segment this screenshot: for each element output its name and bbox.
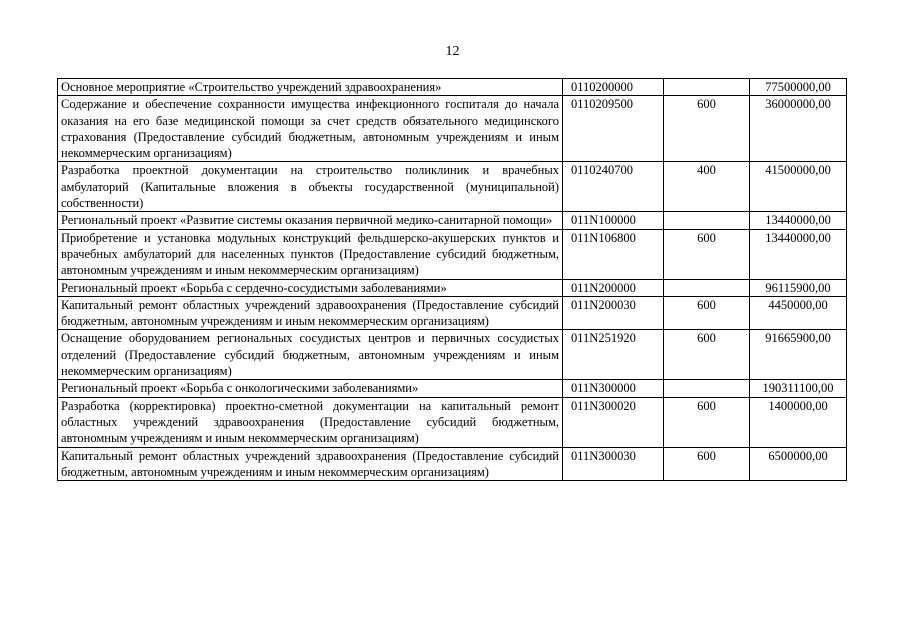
row-description: Капитальный ремонт областных учреждений здравоохранения (Предоставление субсидий бюджетным, автономным учреждениям и иным некоммерческим организациям) — [58, 447, 563, 481]
table-row — [58, 229, 847, 279]
row-description: Содержание и обеспечение сохранности имущества инфекционного госпиталя до начала оказания на его базе медицинской помощи за счет средств обязательного медицинского страхования (Предоставление субсидий бюджетным, автономным учреждениям и иным некоммерческим организациям) — [58, 96, 563, 162]
page-number: 12 — [445, 44, 460, 59]
table-row — [58, 296, 847, 330]
table-row — [58, 397, 847, 447]
row-code: 011N300030 — [563, 447, 664, 481]
table-row — [58, 380, 847, 397]
row-description: Региональный проект «Борьба с онкологическими заболеваниями» — [58, 380, 563, 397]
row-expense-type: 400 — [664, 162, 750, 212]
table-row — [58, 212, 847, 229]
row-code: 011N200030 — [563, 296, 664, 330]
row-description: Региональный проект «Развитие системы оказания первичной медико-санитарной помощи» — [58, 212, 563, 229]
row-code: 011N300020 — [563, 397, 664, 447]
row-amount: 6500000,00 — [750, 447, 847, 481]
table-row — [58, 279, 847, 296]
table-row — [58, 162, 847, 212]
row-expense-type: 600 — [664, 296, 750, 330]
row-code: 011N106800 — [563, 229, 664, 279]
row-expense-type: 600 — [664, 447, 750, 481]
row-amount: 190311100,00 — [750, 380, 847, 397]
table-row — [58, 79, 847, 96]
row-amount: 91665900,00 — [750, 330, 847, 380]
row-description: Капитальный ремонт областных учреждений здравоохранения (Предоставление субсидий бюджетным, автономным учреждениям и иным некоммерческим организациям) — [58, 296, 563, 330]
row-expense-type — [664, 279, 750, 296]
row-description: Разработка проектной документации на строительство поликлиник и врачебных амбулаторий (Капитальные вложения в объекты государственной (муниципальной) собственности) — [58, 162, 563, 212]
row-description: Разработка (корректировка) проектно-сметной документации на капитальный ремонт областных учреждений здравоохранения (Предоставление субсидий бюджетным, автономным учреждениям и иным некоммерческим организациям) — [58, 397, 563, 447]
row-amount: 77500000,00 — [750, 79, 847, 96]
row-expense-type: 600 — [664, 330, 750, 380]
table-row — [58, 330, 847, 380]
row-description: Региональный проект «Борьба с сердечно-сосудистыми заболеваниями» — [58, 279, 563, 296]
row-code: 011N200000 — [563, 279, 664, 296]
row-amount: 36000000,00 — [750, 96, 847, 162]
table-row — [58, 447, 847, 481]
row-code: 0110200000 — [563, 79, 664, 96]
row-amount: 96115900,00 — [750, 279, 847, 296]
row-amount: 13440000,00 — [750, 212, 847, 229]
row-expense-type: 600 — [664, 397, 750, 447]
row-description: Оснащение оборудованием региональных сосудистых центров и первичных сосудистых отделений (Предоставление субсидий бюджетным, автономным учреждениям и иным некоммерческим организациям) — [58, 330, 563, 380]
row-amount: 1400000,00 — [750, 397, 847, 447]
row-expense-type — [664, 212, 750, 229]
row-code: 0110209500 — [563, 96, 664, 162]
budget-table — [57, 78, 847, 481]
row-amount: 4450000,00 — [750, 296, 847, 330]
row-amount: 41500000,00 — [750, 162, 847, 212]
row-expense-type: 600 — [664, 96, 750, 162]
row-description: Приобретение и установка модульных конструкций фельдшерско-акушерских пунктов и врачебных амбулаторий для населенных пунктов (Предоставление субсидий бюджетным, автономным учреждениям и иным некоммерческим организациям) — [58, 229, 563, 279]
row-code: 011N251920 — [563, 330, 664, 380]
row-code: 011N300000 — [563, 380, 664, 397]
row-expense-type: 600 — [664, 229, 750, 279]
row-code: 011N100000 — [563, 212, 664, 229]
row-code: 0110240700 — [563, 162, 664, 212]
row-amount: 13440000,00 — [750, 229, 847, 279]
row-expense-type — [664, 380, 750, 397]
table-row — [58, 96, 847, 162]
row-expense-type — [664, 79, 750, 96]
row-description: Основное мероприятие «Строительство учреждений здравоохранения» — [58, 79, 563, 96]
